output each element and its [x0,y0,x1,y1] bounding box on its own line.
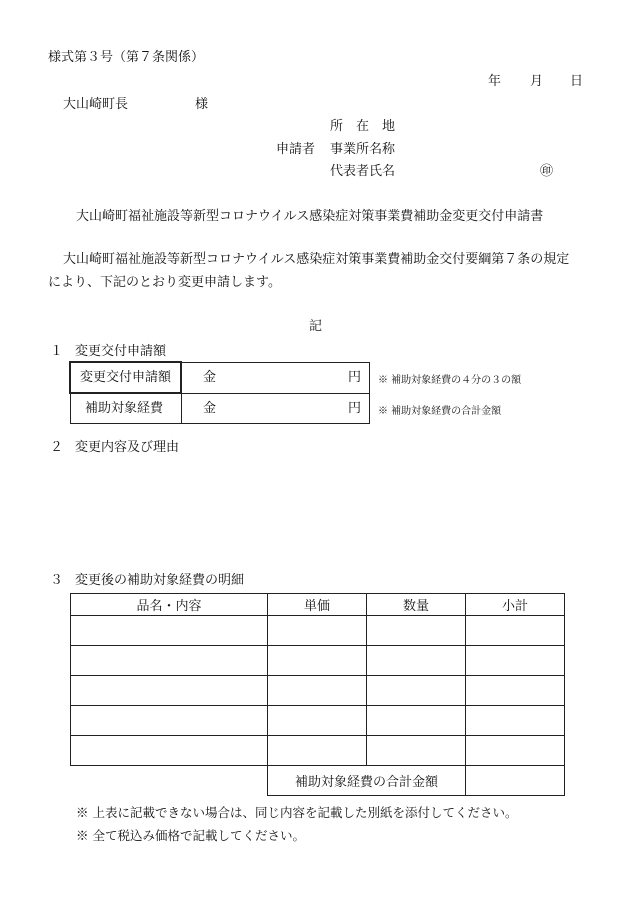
date-day-label: 日 [570,74,584,89]
table-cell[interactable] [268,646,367,676]
table-cell[interactable] [71,736,268,766]
requested-amount-note: ※ 補助対象経費の４分の３の額 [378,375,522,386]
eligible-cost-unit: 円 [348,401,362,416]
column-header-subtotal: 小計 [466,594,565,616]
table-cell[interactable] [268,676,367,706]
table-cell[interactable] [367,676,466,706]
table-cell[interactable] [268,706,367,736]
total-value-cell[interactable] [466,766,565,796]
seal-mark: ㊞ [540,164,554,179]
table-cell[interactable] [367,616,466,646]
table-cell[interactable] [71,616,268,646]
requested-amount-prefix: 金 [203,370,217,385]
table-cell[interactable] [367,646,466,676]
table-cell[interactable] [71,676,268,706]
table-cell[interactable] [268,736,367,766]
column-header-quantity: 数量 [367,594,466,616]
table-cell[interactable] [466,676,565,706]
table-cell[interactable] [367,706,466,736]
table-row [71,736,565,766]
ki-heading: 記 [309,319,323,334]
applicant-business-name-label: 事業所名称 [330,142,396,157]
date-year-label: 年 [488,74,502,89]
table-cell[interactable] [71,706,268,736]
table-row [71,616,565,646]
table-header-row [71,594,565,616]
table-cell[interactable] [466,616,565,646]
eligible-cost-prefix: 金 [203,401,217,416]
table-cell[interactable] [71,646,268,676]
table-cell[interactable] [466,736,565,766]
applicant-location-label: 所 在 地 [330,119,396,134]
table-row [71,676,565,706]
section2-heading: 変更内容及び理由 [75,440,180,455]
note-separate-sheet: ※ 上表に記載できない場合は、同じ内容を記載した別紙を添付してください。 [76,805,518,820]
requested-amount-label: 変更交付申請額 [80,370,172,385]
table-total-spacer [71,766,268,796]
section2-number: ２ [50,440,64,455]
table-total-row [71,766,565,796]
document-title: 大山崎町福祉施設等新型コロナウイルス感染症対策事業費補助金変更交付申請書 [76,209,544,224]
expense-detail-table [70,593,565,796]
column-header-item: 品名・内容 [71,594,268,616]
note-tax-included: ※ 全て税込み価格で記載してください。 [76,828,305,843]
applicant-representative-label: 代表者氏名 [330,164,396,179]
form-number: 様式第３号（第７条関係） [48,50,205,65]
table-row [71,706,565,736]
section1-heading: 変更交付申請額 [75,344,167,359]
table-cell[interactable] [367,736,466,766]
section1-number: １ [50,344,64,359]
section3-heading: 変更後の補助対象経費の明細 [75,573,245,588]
table-cell[interactable] [268,616,367,646]
eligible-cost-label: 補助対象経費 [85,401,164,416]
addressee-honorific: 様 [195,97,209,112]
body-text-line2: により、下記のとおり変更申請します。 [48,275,281,290]
table-row [71,646,565,676]
body-text-line1: 大山崎町福祉施設等新型コロナウイルス感染症対策事業費補助金交付要綱第７条の規定 [63,252,570,267]
column-header-unit-price: 単価 [268,594,367,616]
applicant-label: 申請者 [276,142,316,157]
eligible-cost-note: ※ 補助対象経費の合計金額 [378,406,502,417]
addressee-name: 大山崎町長 [63,97,129,112]
date-month-label: 月 [530,74,544,89]
total-label: 補助対象経費の合計金額 [268,766,466,796]
table-cell[interactable] [466,706,565,736]
table-cell[interactable] [466,646,565,676]
section3-number: ３ [50,573,64,588]
requested-amount-unit: 円 [348,370,362,385]
